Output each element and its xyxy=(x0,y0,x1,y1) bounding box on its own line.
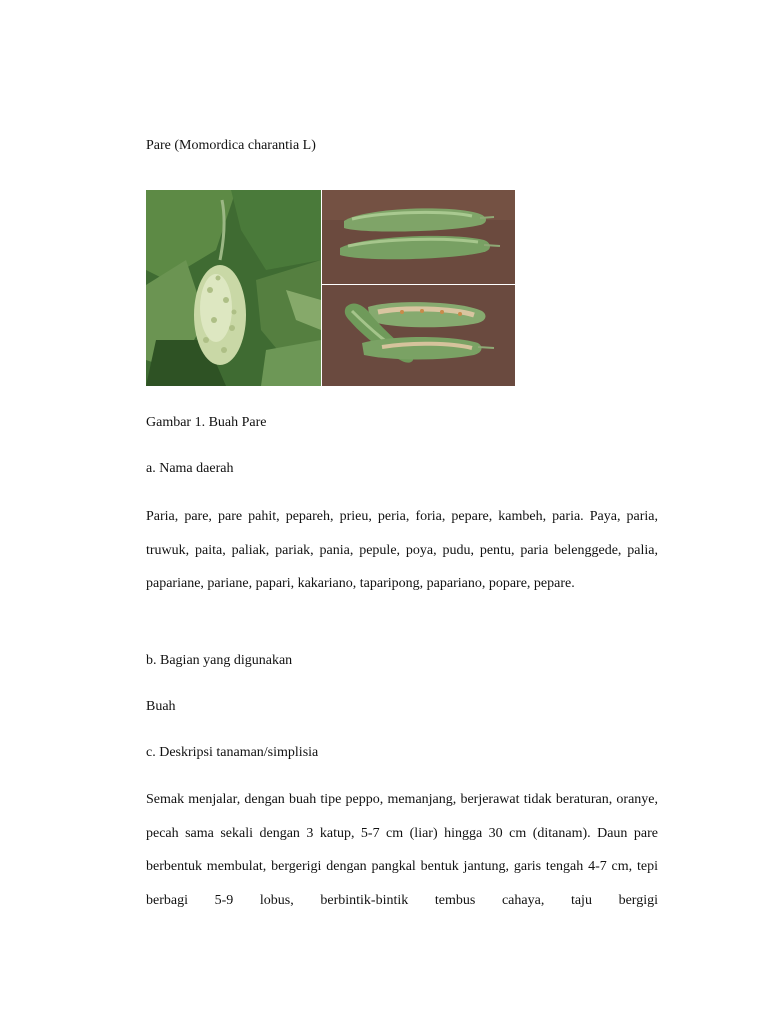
bitter-gourd-on-vine-photo xyxy=(146,190,321,386)
bitter-gourds-whole-photo xyxy=(322,190,515,284)
section-body-deskripsi: Semak menjalar, dengan buah tipe peppo, memanjang, berjerawat tidak beraturan, oranye, pecah sama sekali dengan 3 katup, 5-7 cm (liar) hingga 30 cm (ditanam). Daun pare berbentuk membulat, bergerigi dengan pangkal bentuk jantung, garis tengah 4-7 cm, tepi berbagi 5-9 lobus, berbintik-bintik tembus cahaya, taju bergigi xyxy=(146,792,658,908)
section-body-nama-daerah: Paria, pare, pare pahit, pepareh, prieu, peria, foria, pepare, kambeh, paria. Paya, paria, truwuk, paita, paliak, pariak, pania, pepule, poya, pudu, pentu, paria belenggede, palia, papariane, pariane, papari, kakariano, taparipong, papariano, popare, pepare. xyxy=(146,509,658,591)
section-body-bagian: Buah xyxy=(146,699,176,714)
document-title: Pare (Momordica charantia L) xyxy=(146,138,316,153)
section-heading-nama-daerah: a. Nama daerah xyxy=(146,461,234,476)
section-heading-bagian: b. Bagian yang digunakan xyxy=(146,653,293,668)
bitter-gourds-cut-photo xyxy=(322,285,515,386)
figure-buah-pare xyxy=(146,190,515,386)
figure-caption: Gambar 1. Buah Pare xyxy=(146,415,267,430)
section-heading-deskripsi: c. Deskripsi tanaman/simplisia xyxy=(146,745,319,760)
